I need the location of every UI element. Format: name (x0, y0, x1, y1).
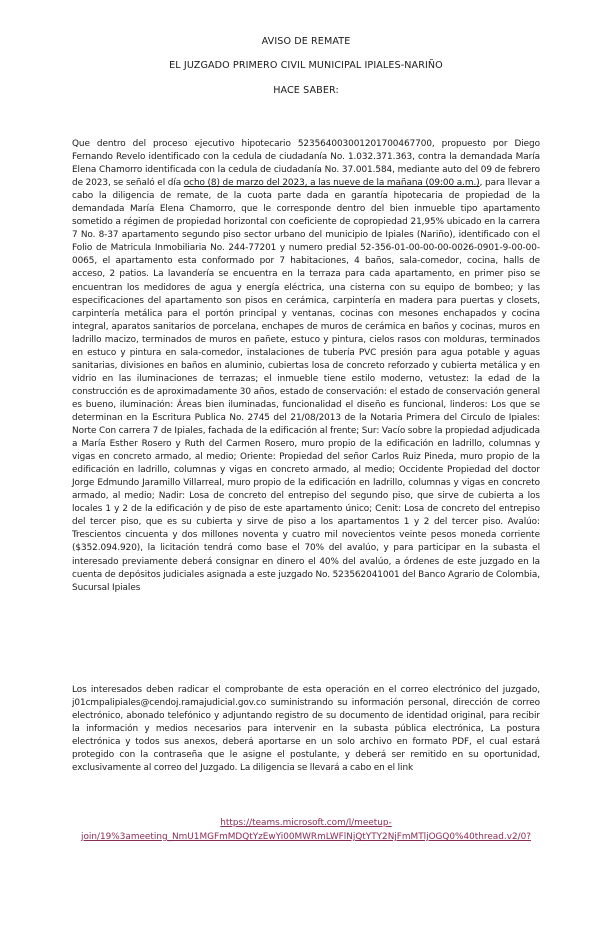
announcement-heading: HACE SABER: (273, 85, 339, 96)
auction-date-underlined: ocho (8) de marzo del 2023, a las nueve de la mañana (09:00 a.m.) (183, 178, 480, 189)
meeting-link-line-2[interactable]: join/19%3ameeting_NmU1MGFmMDQtYzEwYi00MWRmLWFlNjQtYTY2NjFmMTljOGQ0%40thread.v2/0? (81, 832, 531, 842)
paragraph-property-description: , para llevar a cabo la diligencia de remate, de la cuota parte dada en garantía hipotecaria de propiedad de la demandada María Elena Chamorro, que le corresponde dentro del bien inmueble tipo apartamento sometido a régimen de propiedad horizontal con coeficiente de copropiedad 21,95% ubicado en la carrera 7 No. 8-37 apartamento segundo piso sector urbano del municipio de Ipiales (Nariño), identificado con el Folio de Matricula Inmobiliaria No. 244-77201 y numero predial 52-356-01-00-00-00-0026-0901-9-00-00-0065, el apartamento esta conformado por 7 habitaciones, 4 baños, sala-comedor, cocina, halls de acceso, 2 patios. La lavandería se encuentra en la terraza para cada apartamento, en primer piso se encuentran los medidores de agua y energía eléctrica, una cisterna con su equipo de bombeo; y las especificaciones del apartamento son pisos en cerámica, carpintería en madera para puertas y closets, carpintería metálica para el portón principal y ventanas, cocinas con mesones enchapados y cocina integral, aparatos sanitarios de porcelana, enchapes de muros de cerámica en baños y cocinas, muros en ladrillo macizo, terminados de muros en pañete, estuco y pintura, cielos rasos con molduras, terminados en estuco y pintura en sala-comedor, instalaciones de tubería PVC presión para agua potable y aguas sanitarias, divisiones en baños en aluminio, cubiertas losa de concreto reforzado y cubierta metálica y en vidrio en las iluminaciones de terrazas; el inmueble tiene estilo moderno, vetustez: la edad de la construcción es de aproximadamente 30 años, estado de conservación: el estado de conservación general es bueno, iluminación: Áreas bien iluminadas, funcionalidad el diseño es funcional, linderos: Los que se determinan en la Escritura Publica No. 2745 del 21/08/2013 de la Notaria Primera del Circulo de Ipiales: Norte Con carrera 7 de Ipiales, fachada de la edificación al frente; Sur: Vacío sobre la propiedad adjudicada a María Esther Rosero y Ruth del Carmen Rosero, muro propio de la edificación en ladrillo, columnas y vigas en concreto armado, al medio; Oriente: Propiedad del señor Carlos Ruiz Pineda, muro propio de la edificación en ladrillo, columnas y vigas en concreto armado, al medio; Occidente Propiedad del doctor Jorge Edmundo Jaramillo Villarreal, muro propio de la edificación en ladrillo, columnas y vigas en concreto armado, al medio; Nadir: Losa de concreto del entrepiso del segundo piso, que sirve de cubierta a los locales 1 y 2 de la edificación y de piso de este apartamento único; Cenit: Losa de concreto del entrepiso del tercer piso, que es su cubierta y sirve de piso a los apartamentos 1 y 2 del tercer piso. Avalúo: Trescientos cincuenta y dos millones noventa y cuatro mil novecientos veinte pesos moneda corriente ($352.094.920), la licitación tendrá como base el 70% del avalúo, y para participar en la subasta el interesado previamente deberá consignar en dinero el 40% del avalúo, a órdenes de este juzgado en la cuenta de depósitos judiciales asignada a este juzgado No. 523562041001 del Banco Agrario de Colombia, Sucursal Ipiales (72, 178, 540, 593)
meeting-link-block (72, 816, 540, 844)
court-name: EL JUZGADO PRIMERO CIVIL MUNICIPAL IPIALES-NARIÑO (169, 60, 443, 71)
auction-details-paragraph (72, 138, 540, 595)
bidding-instructions-paragraph: Los interesados deben radicar el comprobante de esta operación en el correo electrónico del juzgado, j01cmpalipiales@cendoj.ramajudicial.gov.co suministrando su información personal, dirección de correo electrónico, abonado telefónico y adjuntando registro de su documento de identidad original, para recibir la información y medios necesarios para intervenir en la subasta pública electrónica, La postura electrónica y todos sus anexos, deberá aportarse en un solo archivo en formato PDF, el cual estará protegido con la contraseña que le asigne el postulante, y deberá ser remitido en su oportunidad, exclusivamente al correo del Juzgado. La diligencia se llevará a cabo en el link (72, 685, 540, 774)
meeting-link-line-1[interactable]: https://teams.microsoft.com/l/meetup- (220, 818, 392, 828)
paragraph-intro: Que dentro del proceso ejecutivo hipotecario 523564003001201700467700, propuesto por Diego Fernando Revelo identificado con la cedula de ciudadanía No. 1.032.371.363, contra la demandada María Elena Chamorro identificada con la cedula de ciudadanía No. 37.001.584, mediante auto del 09 de febrero de 2023, se señaló el día (72, 139, 540, 189)
notice-title: AVISO DE REMATE (261, 36, 351, 47)
